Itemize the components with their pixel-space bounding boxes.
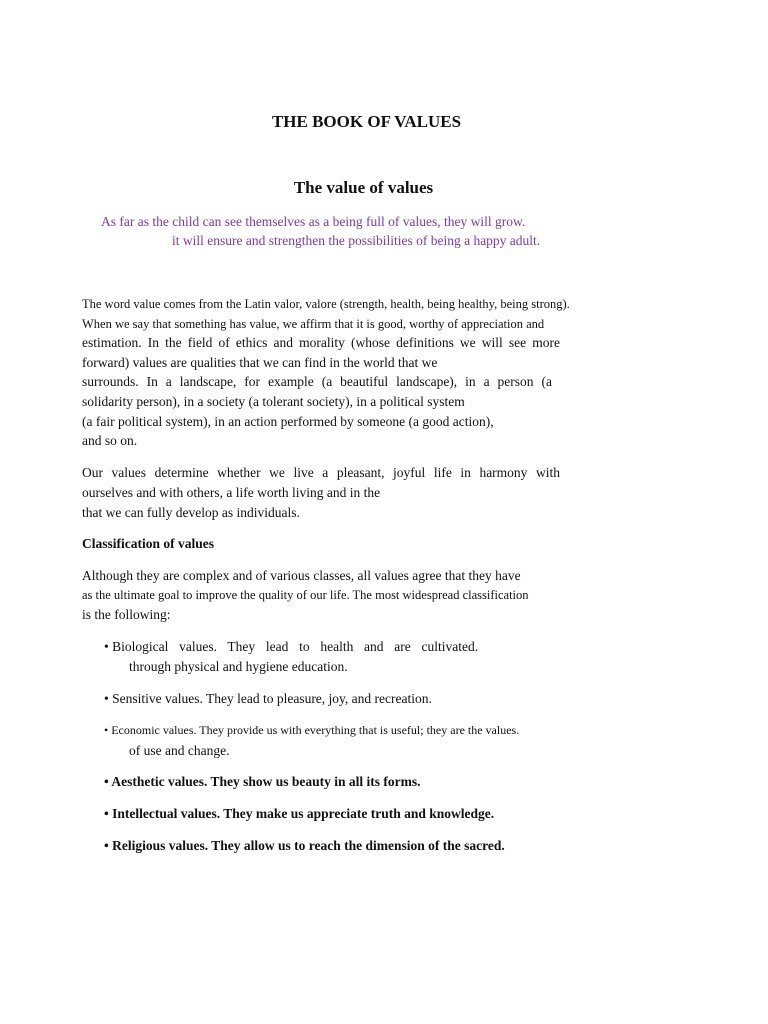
bullet-marker: • — [104, 774, 109, 789]
epigraph-line-2: it will ensure and strengthen the possibilities of being a happy adult. — [172, 233, 541, 248]
bullet-marker: • — [104, 838, 109, 853]
list-item — [104, 774, 421, 790]
paragraph1-line-2: When we say that something has value, we affirm that it is good, worthy of appreciation and — [82, 317, 545, 331]
list-item — [104, 723, 519, 738]
section-title: The value of values — [293, 178, 434, 197]
list-item-continuation: of use and change. — [129, 743, 230, 758]
paragraph2-line-1: Our values determine whether we live a pleasant, joyful life in harmony with — [82, 465, 560, 480]
list-item-text: Biological values. They lead to health and are cultivated. — [112, 639, 479, 654]
list-item — [104, 639, 478, 655]
list-item-text: Sensitive values. They lead to pleasure, joy, and recreation. — [112, 691, 432, 706]
paragraph3-line-3: is the following: — [82, 607, 171, 622]
paragraph2-line-2: ourselves and with others, a life worth living and in the — [82, 485, 381, 500]
paragraph1-line-3: estimation. In the field of ethics and morality (whose definitions we will see more — [82, 335, 560, 350]
epigraph-line-1: As far as the child can see themselves as a being full of values, they will grow. — [101, 214, 526, 229]
list-item — [104, 691, 432, 707]
document-title: THE BOOK OF VALUES — [271, 112, 462, 131]
paragraph1-line-1: The word value comes from the Latin valor, valore (strength, health, being healthy, being strong). — [82, 297, 570, 311]
paragraph2-line-3: that we can fully develop as individuals. — [82, 505, 300, 520]
bullet-marker: • — [104, 691, 109, 706]
bullet-marker: • — [104, 806, 109, 821]
list-item-text: Intellectual values. They make us appreciate truth and knowledge. — [112, 806, 495, 821]
bullet-marker: • — [104, 723, 109, 737]
list-item-continuation: through physical and hygiene education. — [129, 659, 348, 674]
list-item — [104, 806, 494, 822]
list-item-text: Aesthetic values. They show us beauty in all its forms. — [111, 774, 421, 789]
paragraph3-line-1: Although they are complex and of various classes, all values agree that they have — [82, 568, 521, 583]
list-item-text: Religious values. They allow us to reach the dimension of the sacred. — [112, 838, 505, 853]
list-item-text: Economic values. They provide us with everything that is useful; they are the values. — [111, 723, 520, 737]
paragraph1-line-7: (a fair political system), in an action performed by someone (a good action), — [82, 414, 494, 429]
paragraph1-line-6: solidarity person), in a society (a tolerant society), in a political system — [82, 394, 465, 409]
list-item — [104, 838, 505, 854]
bullet-marker: • — [104, 639, 109, 654]
paragraph3-line-2: as the ultimate goal to improve the quality of our life. The most widespread classification — [82, 588, 529, 602]
paragraph1-line-8: and so on. — [82, 433, 138, 448]
paragraph1-line-4: forward) values are qualities that we can find in the world that we — [82, 355, 438, 370]
paragraph1-line-5: surrounds. In a landscape, for example (a beautiful landscape), in a person (a — [82, 374, 552, 389]
section-heading: Classification of values — [82, 536, 215, 551]
